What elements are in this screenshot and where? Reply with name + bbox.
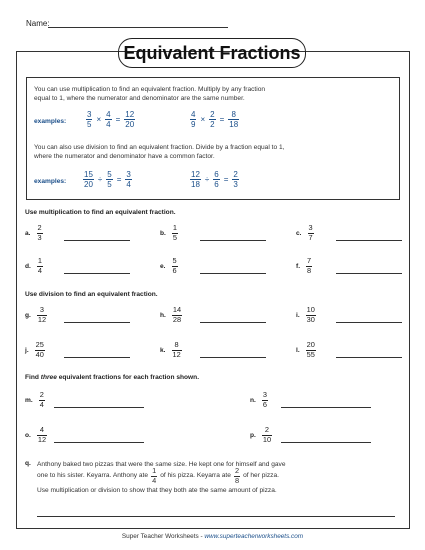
problem-q-line3: Use multiplication or division to show that they both ate the same amount of pizza. [37, 487, 277, 494]
answer-line-q[interactable] [37, 516, 395, 517]
div-example-1: $\frac{15}{20}$ ÷ $\frac{5}{5}$ = $\frac{3}{4}$ [84, 170, 131, 189]
div-example-2: $\frac{12}{18}$ ÷ $\frac{6}{6}$ = $\frac{2}{3}$ [191, 170, 238, 189]
answer-line-l[interactable] [336, 357, 402, 358]
answer-line-c[interactable] [336, 240, 402, 241]
problem-m: m. $\frac{2}{4}$ [25, 390, 44, 409]
answer-line-p[interactable] [281, 442, 371, 443]
answer-line-m[interactable] [54, 407, 144, 408]
problem-q-label: q. [25, 460, 31, 467]
three-section-heading: Find three equivalent fractions for each fraction shown. [25, 374, 200, 381]
problem-i: i. $\frac{10}{30}$ [296, 305, 315, 324]
answer-line-g[interactable] [64, 322, 130, 323]
answer-line-e[interactable] [200, 273, 266, 274]
name-label: Name: [26, 19, 50, 28]
problem-q-line2: one to his sister. Keyarra. Anthony ate $\frac{1}{4}$ of his pizza. Keyarra ate $\frac{2}{8}$ of her pizza. [37, 466, 279, 485]
answer-line-o[interactable] [54, 442, 144, 443]
problem-j: j. $\frac{25}{40}$ [25, 340, 44, 359]
answer-line-j[interactable] [64, 357, 130, 358]
problem-a: a. $\frac{2}{3}$ [25, 223, 42, 242]
footer-brand: Super Teacher Worksheets - [121, 533, 205, 540]
problem-d: d. $\frac{1}{4}$ [25, 256, 42, 275]
footer-url[interactable]: www.superteacherworksheets.com [204, 533, 304, 540]
answer-line-f[interactable] [336, 273, 402, 274]
problem-l: l. $\frac{20}{55}$ [296, 340, 315, 359]
problem-q-line1: Anthony baked two pizzas that were the same size. He kept one for himself and gave [37, 461, 286, 468]
div-section-heading: Use division to find an equivalent fraction. [25, 291, 158, 298]
problem-e: e. $\frac{5}{6}$ [160, 256, 177, 275]
problem-g: g. $\frac{3}{12}$ [25, 305, 47, 324]
intro-para1-line1: You can use multiplication to find an equivalent fraction. Multiply by any fraction [34, 86, 266, 93]
problem-c: c. $\frac{3}{7}$ [296, 223, 313, 242]
answer-line-i[interactable] [336, 322, 402, 323]
mult-section-heading: Use multiplication to find an equivalent fraction. [25, 209, 176, 216]
answer-line-n[interactable] [281, 407, 371, 408]
intro-para1-line2: equal to 1, where the numerator and denominator are the same number. [34, 95, 245, 102]
intro-para2-line1: You can also use division to find an equivalent fraction. Divide by a fraction equal to 1, [34, 144, 285, 151]
problem-f: f. $\frac{7}{8}$ [296, 256, 312, 275]
name-answer-line[interactable] [48, 27, 228, 28]
answer-line-h[interactable] [200, 322, 266, 323]
intro-para2-line2: where the numerator and denominator have a common factor. [34, 153, 215, 160]
mult-example-2: $\frac{4}{9}$ × $\frac{2}{2}$ = $\frac{8}{18}$ [191, 110, 239, 129]
problem-k: k. $\frac{8}{12}$ [160, 340, 181, 359]
answer-line-k[interactable] [200, 357, 266, 358]
problem-b: b. $\frac{1}{5}$ [160, 223, 177, 242]
problem-h: h. $\frac{14}{28}$ [160, 305, 182, 324]
examples-label-2: examples: [34, 178, 67, 185]
mult-example-1: $\frac{3}{5}$ × $\frac{4}{4}$ = $\frac{12}{20}$ [87, 110, 135, 129]
answer-line-b[interactable] [200, 240, 266, 241]
page-title: Equivalent Fractions [118, 38, 306, 68]
answer-line-d[interactable] [64, 273, 130, 274]
footer [0, 533, 425, 540]
answer-line-a[interactable] [64, 240, 130, 241]
examples-label: examples: [34, 118, 67, 125]
problem-n: n. $\frac{3}{6}$ [250, 390, 267, 409]
problem-o: o. $\frac{4}{12}$ [25, 425, 47, 444]
problem-p: p. $\frac{2}{10}$ [250, 425, 272, 444]
